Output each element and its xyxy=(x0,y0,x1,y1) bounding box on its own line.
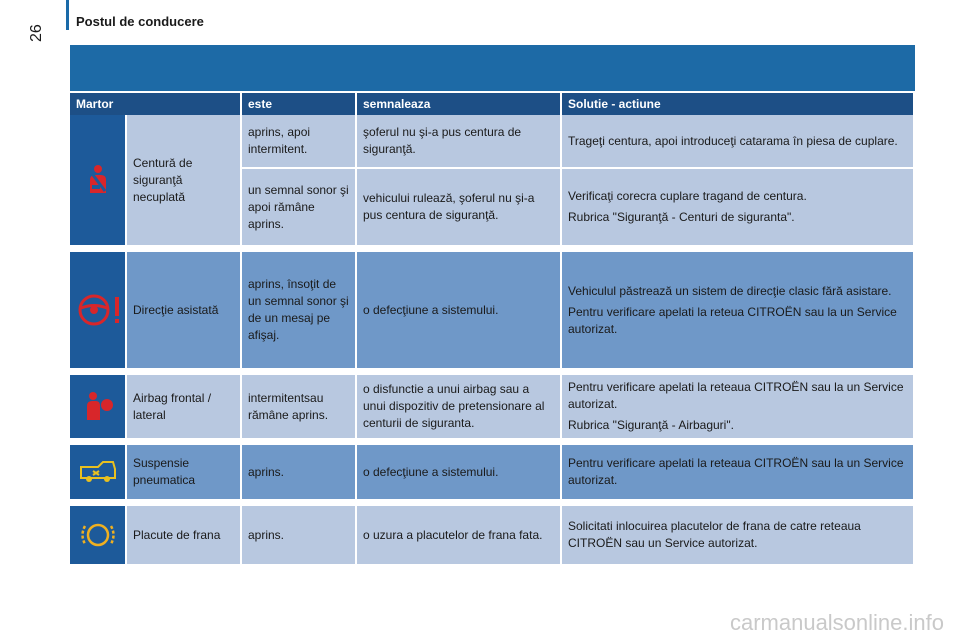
table-header-row xyxy=(70,93,915,115)
airbag-icon xyxy=(81,399,115,413)
seatbelt-cell xyxy=(70,115,127,247)
suspension-meaning: o defecţiune a sistemului. xyxy=(357,445,562,501)
suspension-icon xyxy=(78,464,118,478)
seatbelt-name: Centură de siguranţă necuplată xyxy=(127,115,242,247)
brake-pads-icon xyxy=(79,527,117,541)
header-semnaleaza: semnaleaza xyxy=(357,93,562,115)
header-banner xyxy=(70,45,915,91)
suspension-cell xyxy=(70,445,127,501)
table-row xyxy=(70,506,915,566)
steering-warning-icon xyxy=(76,302,124,316)
steering-meaning: o defecţiune a sistemului. xyxy=(357,252,562,370)
brake-pads-action: Solicitati inlocuirea placutelor de frana de catre reteaua CITROËN sau un Service autorizat. xyxy=(562,506,915,566)
side-accent-bar xyxy=(66,0,69,30)
table-row xyxy=(70,445,915,501)
suspension-action: Pentru verificare apelati la reteaua CITROËN sau la un Service autorizat. xyxy=(562,445,915,501)
page-number: 26 xyxy=(28,24,45,42)
suspension-name: Suspensie pneumatica xyxy=(127,445,242,501)
header-este: este xyxy=(242,93,357,115)
airbag-meaning: o disfunctie a unui airbag sau a unui dispozitiv de pretensionare al centurii de siguranta. xyxy=(357,375,562,440)
warning-lights-table xyxy=(70,93,915,566)
header-martor: Martor xyxy=(70,93,242,115)
airbag-action: Pentru verificare apelati la reteaua CITROËN sau la un Service autorizat. Rubrica "Siguranţă - Airbaguri". xyxy=(562,375,915,440)
airbag-state: intermitentsau rămâne aprins. xyxy=(242,375,357,440)
steering-name: Direcţie asistată xyxy=(127,252,242,370)
table-row xyxy=(70,115,915,169)
seatbelt-meaning-1: şoferul nu şi-a pus centura de siguranţă. xyxy=(357,115,562,169)
airbag-name: Airbag frontal / lateral xyxy=(127,375,242,440)
brake-pads-state: aprins. xyxy=(242,506,357,566)
header-solutie: Solutie - actiune xyxy=(562,93,915,115)
seatbelt-action-2: Verificaţi corecra cuplare tragand de centura. Rubrica "Siguranţă - Centuri de siguranta". xyxy=(562,169,915,247)
steering-action: Vehiculul păstrează un sistem de direcţie clasic fără asistare. Pentru verificare apelati la reteua CITROËN sau la un Service autorizat. xyxy=(562,252,915,370)
brake-pads-meaning: o uzura a placutelor de frana fata. xyxy=(357,506,562,566)
suspension-state: aprins. xyxy=(242,445,357,501)
seatbelt-icon xyxy=(81,172,115,186)
table-row xyxy=(70,252,915,370)
steering-cell xyxy=(70,252,127,370)
seatbelt-state-1: aprins, apoi intermitent. xyxy=(242,115,357,169)
watermark: carmanualsonline.info xyxy=(729,610,944,635)
brake-pads-name: Placute de frana xyxy=(127,506,242,566)
steering-state: aprins, însoţit de un semnal sonor şi de un mesaj pe afişaj. xyxy=(242,252,357,370)
seatbelt-action-1: Trageţi centura, apoi introduceţi catarama în piesa de cuplare. xyxy=(562,115,915,169)
brake-pads-cell xyxy=(70,506,127,566)
airbag-cell xyxy=(70,375,127,440)
table-row xyxy=(70,375,915,440)
section-title: Postul de conducere xyxy=(76,14,204,29)
seatbelt-state-2: un semnal sonor şi apoi rămâne aprins. xyxy=(242,169,357,247)
seatbelt-meaning-2: vehicului rulează, şoferul nu şi-a pus centura de siguranţă. xyxy=(357,169,562,247)
